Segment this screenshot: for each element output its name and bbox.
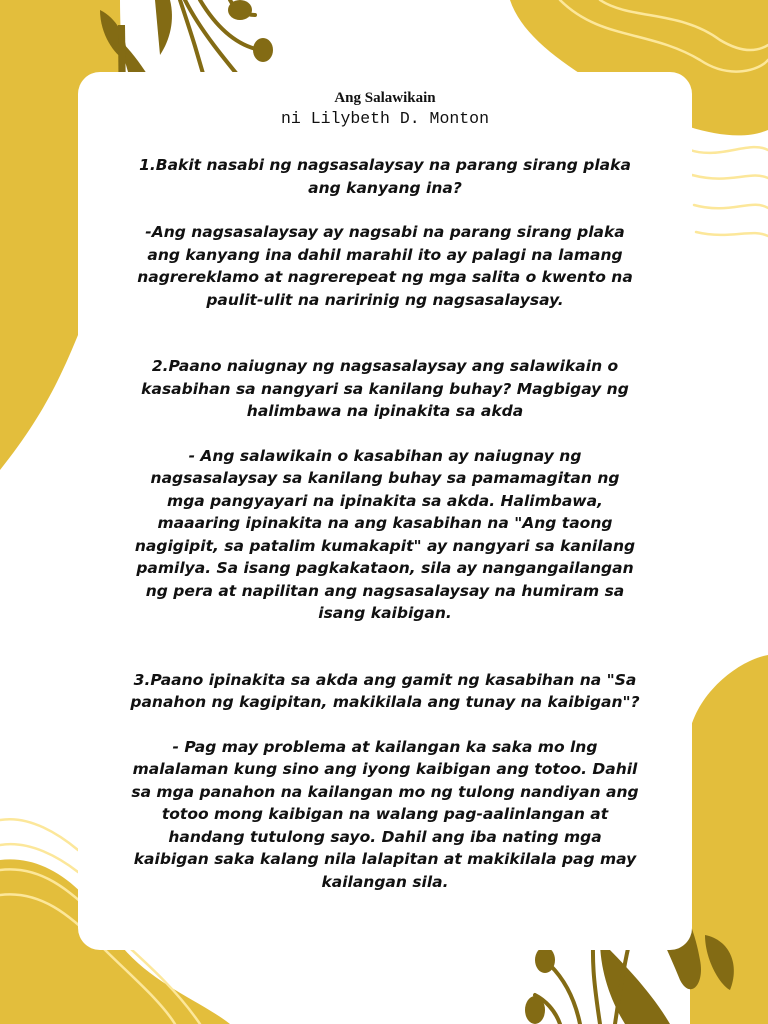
answer-1: -Ang nagsasalaysay ay nagsabi na parang sirang plaka ang kanyang ina dahil marahil ito ay palagi na lamang nagrereklamo at nagrerepeat ng mga salita o kwento na paulit-ulit na naririnig ng nagsasalaysay. [137,223,633,309]
qa-item-3 [130,669,640,894]
question-3: 3.Paano ipinakita sa akda ang gamit ng kasabihan na "Sa panahon ng kagipitan, makikilala ang tunay na kaibigan"? [130,670,640,711]
question-2: 2.Paano naiugnay ng nagsasalaysay ang salawikain o kasabihan sa nangyari sa kanilang buhay? Magbigay ng halimbawa na ipinakita sa akda [141,357,629,420]
qa-item-1 [130,154,640,311]
answer-2: - Ang salawikain o kasabihan ay naiugnay ng nagsasalaysay sa kanilang buhay sa pamamagitan ng mga pangyayari na ipinakita sa akda. Halimbawa, maaaring ipinakita na ang kasabihan na "Ang taong nagigipit, sa patalim kumakapit" ay nangyari sa kanilang pamilya. Sa isang pagkakataon, sila ay nangangailangan ng pera at napilitan ang nagsasalaysay na humiram sa isang kaibigan. [134,446,636,622]
answer-3: - Pag may problema at kailangan ka saka mo lng malalaman kung sino ang iyong kaibigan ang totoo. Dahil sa mga panahon na kailangan mo ng tulong nandiyan ang totoo mong kaibigan na walang pag-aalinlangan at handang tutulong sayo. Dahil ang iba nating mga kaibigan saka kalang nila lalapitan at makikilala pag may kailangan sila. [131,737,639,891]
question-1: 1.Bakit nasabi ng nagsasalaysay na parang sirang plaka ang kanyang ina? [139,156,631,197]
document-author: ni Lilybeth D. Monton [281,109,489,128]
qa-item-2 [130,355,640,625]
document-content [130,88,640,893]
document-title: Ang Salawikain [334,90,436,106]
